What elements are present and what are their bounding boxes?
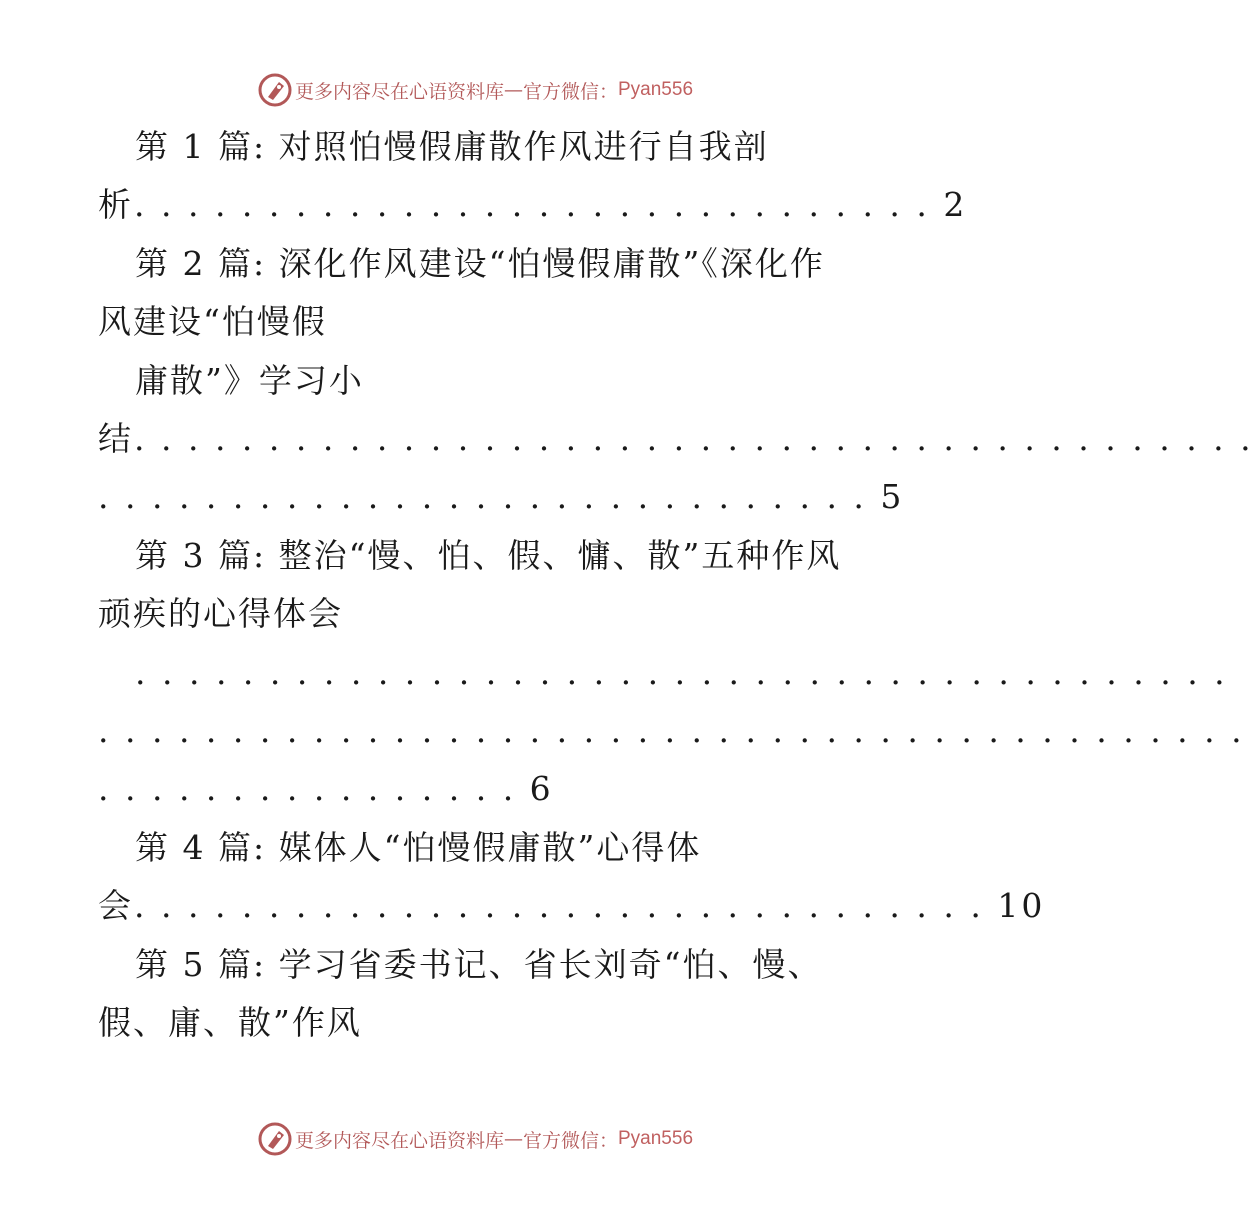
toc-entry-3-title[interactable]: 第 3 篇: 整治“慢、怕、假、慵、散”五种作风 <box>135 536 842 575</box>
banner-wechat-id: Pyan556 <box>618 79 694 100</box>
pen-nib-logo-icon <box>257 1121 293 1157</box>
toc-entry-2-leader-page: . . . . . . . . . . . . . . . . . . . . . . . . . . . . . 5 <box>98 477 905 516</box>
toc-entry-2-title-cont-2: 庸散”》学习小 <box>135 361 364 400</box>
banner-dash: — <box>503 79 523 101</box>
toc-entry-3-leader-cont: . . . . . . . . . . . . . . . . . . . . . . . . . . . . . . . . . . . . . . . . . . . <box>98 711 1245 750</box>
pen-nib-logo-icon <box>257 72 293 108</box>
toc-entry-2-leader: 结. . . . . . . . . . . . . . . . . . . . . . . . . . . . . . . . . . . . . . . . . . <box>98 419 1254 458</box>
footer-banner <box>0 1119 950 1159</box>
banner-wechat-id: Pyan556 <box>618 1128 694 1149</box>
toc-entry-5-title-cont: 假、庸、散”作风 <box>98 1003 362 1042</box>
toc-entry-1-title[interactable]: 第 1 篇: 对照怕慢假庸散作风进行自我剖 <box>135 127 769 166</box>
toc-entry-2-title-cont: 风建设“怕慢假 <box>98 302 327 341</box>
banner-dash: — <box>503 1128 523 1150</box>
toc-entry-3-leader: . . . . . . . . . . . . . . . . . . . . . . . . . . . . . . . . . . . . . . . . . <box>135 653 1228 692</box>
header-banner <box>0 70 950 110</box>
toc-entry-1-leader: 析. . . . . . . . . . . . . . . . . . . . . . . . . . . . . . 2 <box>98 185 968 224</box>
banner-wechat-label: 官方微信： <box>522 80 618 103</box>
toc-entry-4-title[interactable]: 第 4 篇: 媒体人“怕慢假庸散”心得体 <box>135 828 702 867</box>
banner-wechat-label: 官方微信： <box>522 1129 618 1152</box>
banner-text: 更多内容尽在心语资料库 <box>294 80 504 103</box>
toc-entry-4-leader: 会. . . . . . . . . . . . . . . . . . . . . . . . . . . . . . . . 10 <box>98 886 1046 925</box>
toc-entry-3-title-cont: 顽疾的心得体会 <box>98 594 343 633</box>
toc-entry-5-title[interactable]: 第 5 篇: 学习省委书记、省长刘奇“怕、慢、 <box>135 945 823 984</box>
toc-entry-2-title[interactable]: 第 2 篇: 深化作风建设“怕慢假庸散”《深化作 <box>135 244 825 283</box>
toc-entry-3-leader-page: . . . . . . . . . . . . . . . . 6 <box>98 769 554 808</box>
banner-text: 更多内容尽在心语资料库 <box>294 1129 504 1152</box>
